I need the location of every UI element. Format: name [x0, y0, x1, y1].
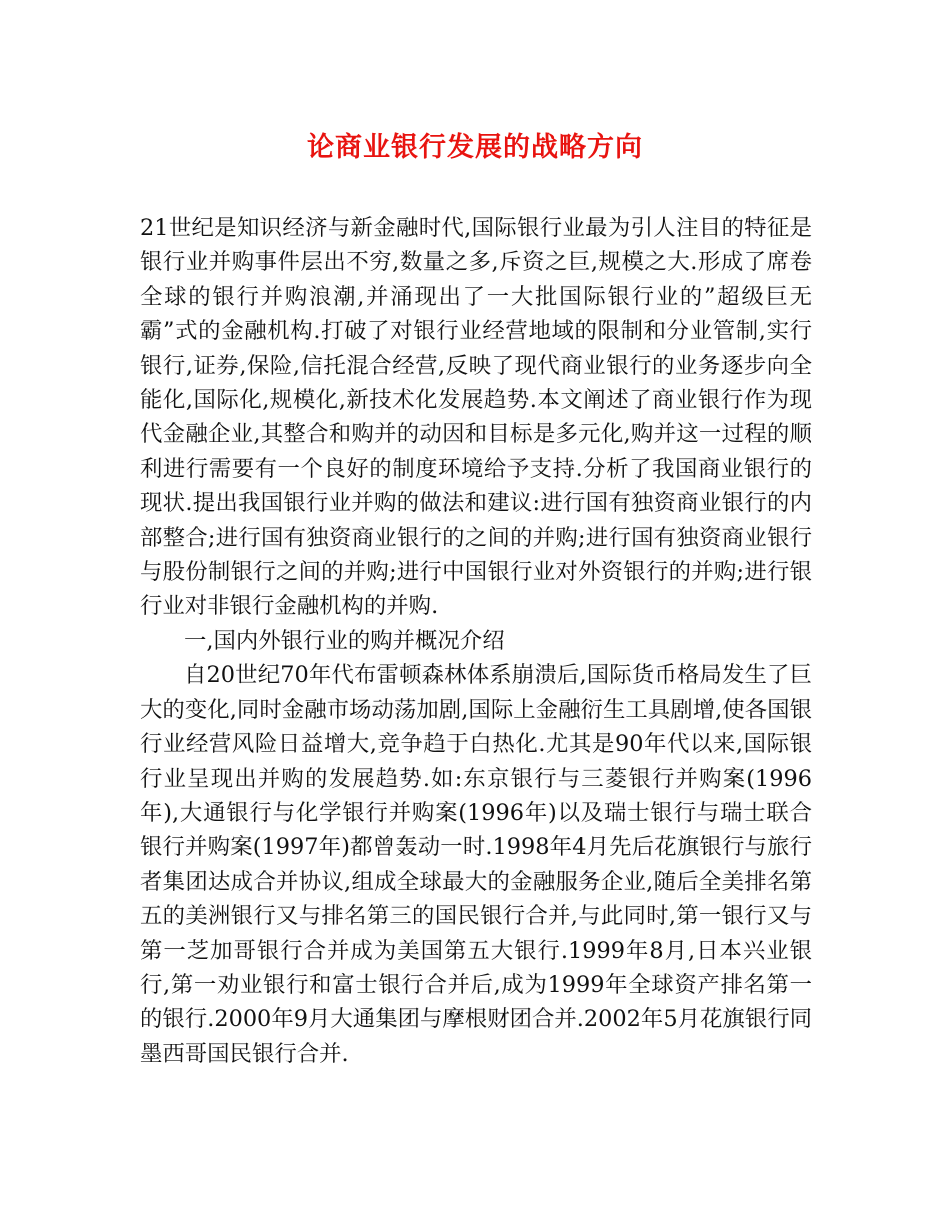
abstract-paragraph: 21世纪是知识经济与新金融时代,国际银行业最为引人注目的特征是银行业并购事件层出不穷,数量之多,斥资之巨,规模之大.形成了席卷全球的银行并购浪潮,并涌现出了一大批国际银行业的”超级巨无霸”式的金融机构.打破了对银行业经营地域的限制和分业管制,实行银行,证券,保险,信托混合经营,反映了现代商业银行的业务逐步向全能化,国际化,规模化,新技术化发展趋势.本文阐述了商业银行作为现代金融企业,其整合和购并的动因和目标是多元化,购并这一过程的顺利进行需要有一个良好的制度环境给予支持.分析了我国商业银行的现状.提出我国银行业并购的做法和建议:进行国有独资商业银行的内部整合;进行国有独资商业银行的之间的并购;进行国有独资商业银行与股份制银行之间的并购;进行中国银行业对外资银行的并购;进行银行业对非银行金融机构的并购. — [140, 215, 812, 620]
body-paragraph: 自20世纪70年代布雷顿森林体系崩溃后,国际货币格局发生了巨大的变化,同时金融市场动荡加剧,国际上金融衍生工具剧增,使各国银行业经营风险日益增大,竞争趋于白热化.尤其是90年代以来,国际银行业呈现出并购的发展趋势.如:东京银行与三菱银行并购案(1996年),大通银行与化学银行并购案(1996年)以及瑞士银行与瑞士联合银行并购案(1997年)都曾轰动一时.1998年4月先后花旗银行与旅行者集团达成合并协议,组成全球最大的金融服务企业,随后全美排名第五的美洲银行又与排名第三的国民银行合并,与此同时,第一银行又与第一芝加哥银行合并成为美国第五大银行.1999年8月,日本兴业银行,第一劝业银行和富士银行合并后,成为1999年全球资产排名第一的银行.2000年9月大通集团与摩根财团合并.2002年5月花旗银行同墨西哥国民银行合并. — [140, 662, 812, 1067]
document-body — [140, 211, 812, 1071]
page-title: 论商业银行发展的战略方向 — [307, 132, 643, 163]
section-heading: 一,国内外银行业的购并概况介绍 — [184, 627, 505, 654]
